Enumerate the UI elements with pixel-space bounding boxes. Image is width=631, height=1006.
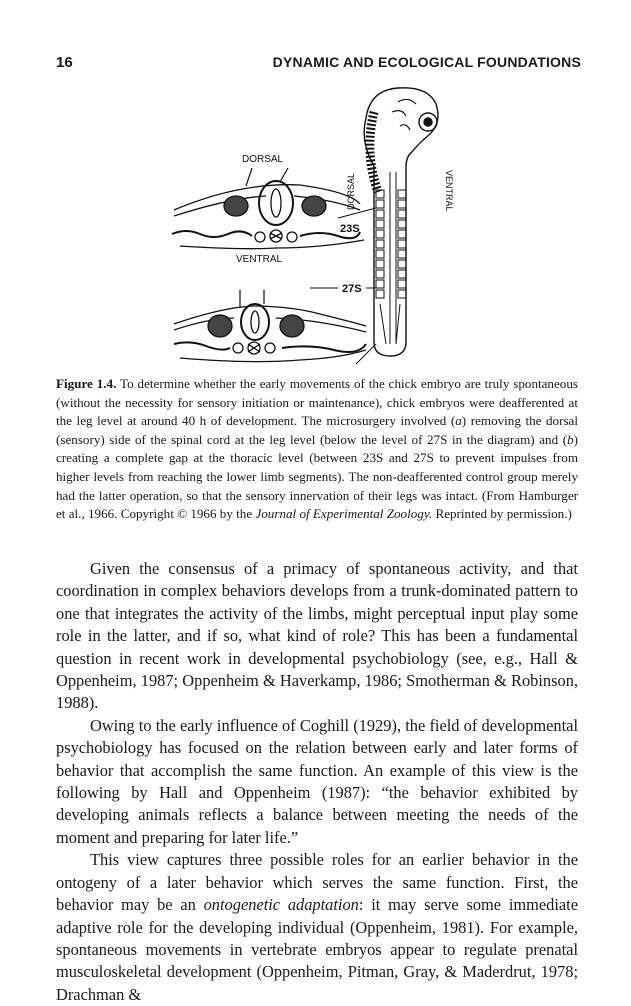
paragraph-3-part-a: This view captures three possible roles for an earlier behavior in the ontogeny of a later behavior which serves the same function. First, the behavior may be an — [56, 850, 578, 915]
label-dorsal-right: DORSAL — [346, 172, 356, 210]
label-ventral-left: VENTRAL — [236, 254, 283, 265]
figure-caption — [56, 375, 578, 524]
running-head: DYNAMIC AND ECOLOGICAL FOUNDATIONS — [272, 54, 581, 70]
caption-text-1: To determine whether the early movements of the chick embryo are truly spontaneous (without the necessity for sensory initiation or maintenance), chick embryos were deafferented at the leg level at around 40 h of development. The microsurgery involved ( — [56, 376, 578, 429]
caption-b: b — [567, 431, 574, 447]
lower-cross-section — [174, 290, 366, 362]
caption-text-4: Reprinted by permission.) — [432, 506, 572, 522]
caption-journal: Journal of Experimental Zoology. — [255, 506, 433, 522]
caption-text-3: ) creating a complete gap at the thoracic level (between 23S and 27S to prevent impulses from higher levels from reaching the lower limb segments). The non-deafferented control group merely had the latter operation, so that the sensory innervation of their legs was intact. (From Hamburger et al., 1966. Copyright © 1966 by the — [56, 431, 578, 522]
body-text — [56, 558, 578, 1006]
figure-label: Figure 1.4. — [56, 376, 117, 391]
paragraph-3-term: ontogenetic adaptation — [203, 895, 359, 915]
caption-a: a — [455, 413, 462, 429]
paragraph-3 — [56, 849, 578, 1006]
paragraph-1: Given the consensus of a primacy of spontaneous activity, and that coordination in complex behaviors develops from a trunk-dominated pattern to one that integrates the activity of the limbs, might perceptual input play some role in the latter, and if so, what kind of role? This has been a fundamental question in recent work in developmental psychobiology (see, e.g., Hall & Oppenheim, 1987; Oppenheim & Haverkamp, 1986; Smotherman & Robinson, 1988). — [56, 559, 578, 713]
label-27s: 27S — [342, 283, 362, 295]
upper-cross-section — [172, 154, 364, 265]
figure-chick-embryo — [160, 82, 470, 372]
page-number: 16 — [56, 54, 73, 71]
embryo-diagram — [160, 82, 470, 372]
label-ventral-right: VENTRAL — [444, 170, 454, 212]
label-23s: 23S — [340, 223, 360, 235]
caption-text-2: ) removing the dorsal (sensory) side of the spinal cord at the leg level (below the level of 27S in the diagram) and ( — [56, 413, 579, 447]
paragraph-2: Owing to the early influence of Coghill (1929), the field of developmental psychobiology has focused on the relation between early and later forms of behavior that accomplish the same function. An example of this view is the following by Hall and Oppenheim (1987): “the behavior exhibited by developing animals reflects a balance between meeting the needs of the moment and preparing for later life.” — [56, 715, 578, 847]
paragraph-3-part-b: : it may serve some immediate adaptive role for the developing individual (Oppenheim, 1981). For example, spontaneous movements in vertebrate embryos appear to regulate prenatal musculoskeletal development (Oppenheim, Pitman, Gray, & Maderdrut, 1978; Drachman & — [56, 895, 579, 1004]
label-dorsal-left: DORSAL — [242, 154, 284, 165]
whole-embryo — [310, 88, 438, 364]
